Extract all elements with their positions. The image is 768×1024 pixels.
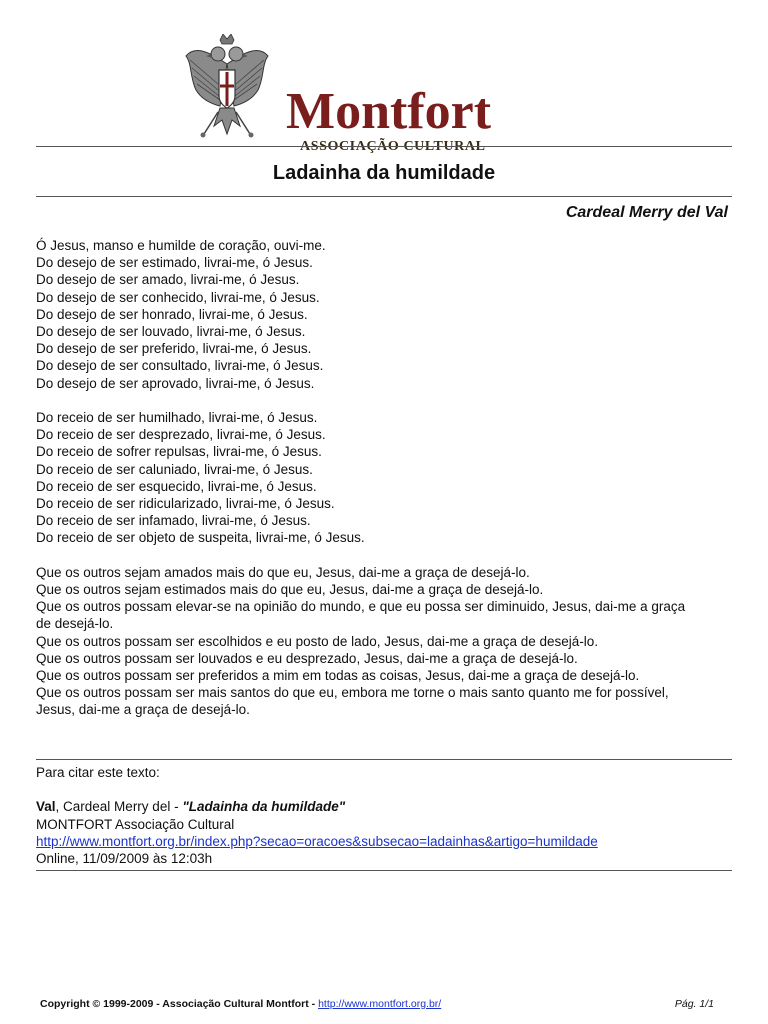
text-line: Do desejo de ser aprovado, livrai-me, ó Jesus. xyxy=(36,375,315,391)
text-line: Do receio de ser ridicularizado, livrai-me, ó Jesus. xyxy=(36,496,335,512)
double-headed-eagle-icon xyxy=(182,34,272,142)
title-divider xyxy=(36,196,732,197)
text-line: Do receio de ser objeto de suspeita, livrai-me, ó Jesus. xyxy=(36,530,365,546)
citation-url-link[interactable]: http://www.montfort.org.br/index.php?secao=oracoes&subsecao=ladainhas&artigo=humildade xyxy=(36,833,598,849)
montfort-logo xyxy=(182,34,522,154)
text-line: Do desejo de ser louvado, livrai-me, ó Jesus. xyxy=(36,324,306,340)
citation-work-title: "Ladainha da humildade" xyxy=(182,799,346,815)
text-line: Do desejo de ser honrado, livrai-me, ó Jesus. xyxy=(36,306,308,322)
text-line: Que os outros possam ser mais santos do que eu, embora me torne o mais santo quanto me for possível, xyxy=(36,685,669,701)
page-footer xyxy=(40,997,714,1011)
text-line: Do receio de ser desprezado, livrai-me, ó Jesus. xyxy=(36,427,326,443)
text-line: Ó Jesus, manso e humilde de coração, ouvi-me. xyxy=(36,238,326,253)
text-line: Que os outros sejam amados mais do que eu, Jesus, dai-me a graça de desejá-lo. xyxy=(36,564,530,580)
text-line: Que os outros possam ser preferidos a mim em todas as coisas, Jesus, dai-me a graça de desejá-lo. xyxy=(36,668,640,684)
header-divider xyxy=(36,146,732,147)
citation-intro: Para citar este texto: xyxy=(36,765,160,780)
text-line: Do receio de ser esquecido, livrai-me, ó Jesus. xyxy=(36,478,317,494)
text-line: Do desejo de ser consultado, livrai-me, ó Jesus. xyxy=(36,358,324,374)
document-title: Ladainha da humildade xyxy=(272,162,496,184)
text-line: Do receio de ser caluniado, livrai-me, ó Jesus. xyxy=(36,461,313,477)
citation-top-divider xyxy=(36,759,732,760)
text-line: Do desejo de ser preferido, livrai-me, ó Jesus. xyxy=(36,341,312,357)
text-line: Que os outros sejam estimados mais do que eu, Jesus, dai-me a graça de desejá-lo. xyxy=(36,582,544,598)
citation-author-surname: Val xyxy=(36,799,56,815)
document-author: Cardeal Merry del Val xyxy=(565,204,728,221)
stanza-others xyxy=(36,564,732,719)
citation-block xyxy=(36,764,732,867)
citation-bottom-divider xyxy=(36,870,732,871)
text-line: Que os outros possam ser louvados e eu desprezado, Jesus, dai-me a graça de desejá-lo. xyxy=(36,650,578,666)
footer-copyright: Copyright © 1999-2009 - Associação Cultural Montfort - xyxy=(40,998,319,1010)
citation-reference xyxy=(36,798,732,815)
footer-site-link[interactable]: http://www.montfort.org.br/ xyxy=(318,998,442,1010)
brand-subtitle: ASSOCIAÇÃO CULTURAL xyxy=(300,139,486,154)
text-line: Que os outros possam ser escolhidos e eu posto de lado, Jesus, dai-me a graça de desejá-lo. xyxy=(36,633,599,649)
text-line: Do receio de ser infamado, livrai-me, ó Jesus. xyxy=(36,513,311,529)
text-line: Que os outros possam elevar-se na opinião do mundo, e que eu possa ser diminuido, Jesus, dai-me a graça xyxy=(36,599,686,615)
page-number: Pág. 1/1 xyxy=(674,998,714,1010)
litany-text xyxy=(36,237,732,736)
citation-publisher: MONTFORT Associação Cultural xyxy=(36,816,235,832)
stanza-desire xyxy=(36,237,732,392)
stanza-fear xyxy=(36,409,732,547)
text-line: Do desejo de ser estimado, livrai-me, ó Jesus. xyxy=(36,255,313,271)
brand-name: Montfort xyxy=(286,83,492,140)
text-line: de desejá-lo. xyxy=(36,616,114,632)
text-line: Do receio de ser humilhado, livrai-me, ó Jesus. xyxy=(36,410,318,426)
citation-author-rest: , Cardeal Merry del - xyxy=(55,799,183,815)
text-line: Jesus, dai-me a graça de desejá-lo. xyxy=(36,702,250,718)
text-line: Do desejo de ser amado, livrai-me, ó Jesus. xyxy=(36,272,300,288)
text-line: Do desejo de ser conhecido, livrai-me, ó Jesus. xyxy=(36,289,320,305)
text-line: Do receio de sofrer repulsas, livrai-me, ó Jesus. xyxy=(36,444,322,460)
citation-accessed: Online, 11/09/2009 às 12:03h xyxy=(36,851,213,866)
